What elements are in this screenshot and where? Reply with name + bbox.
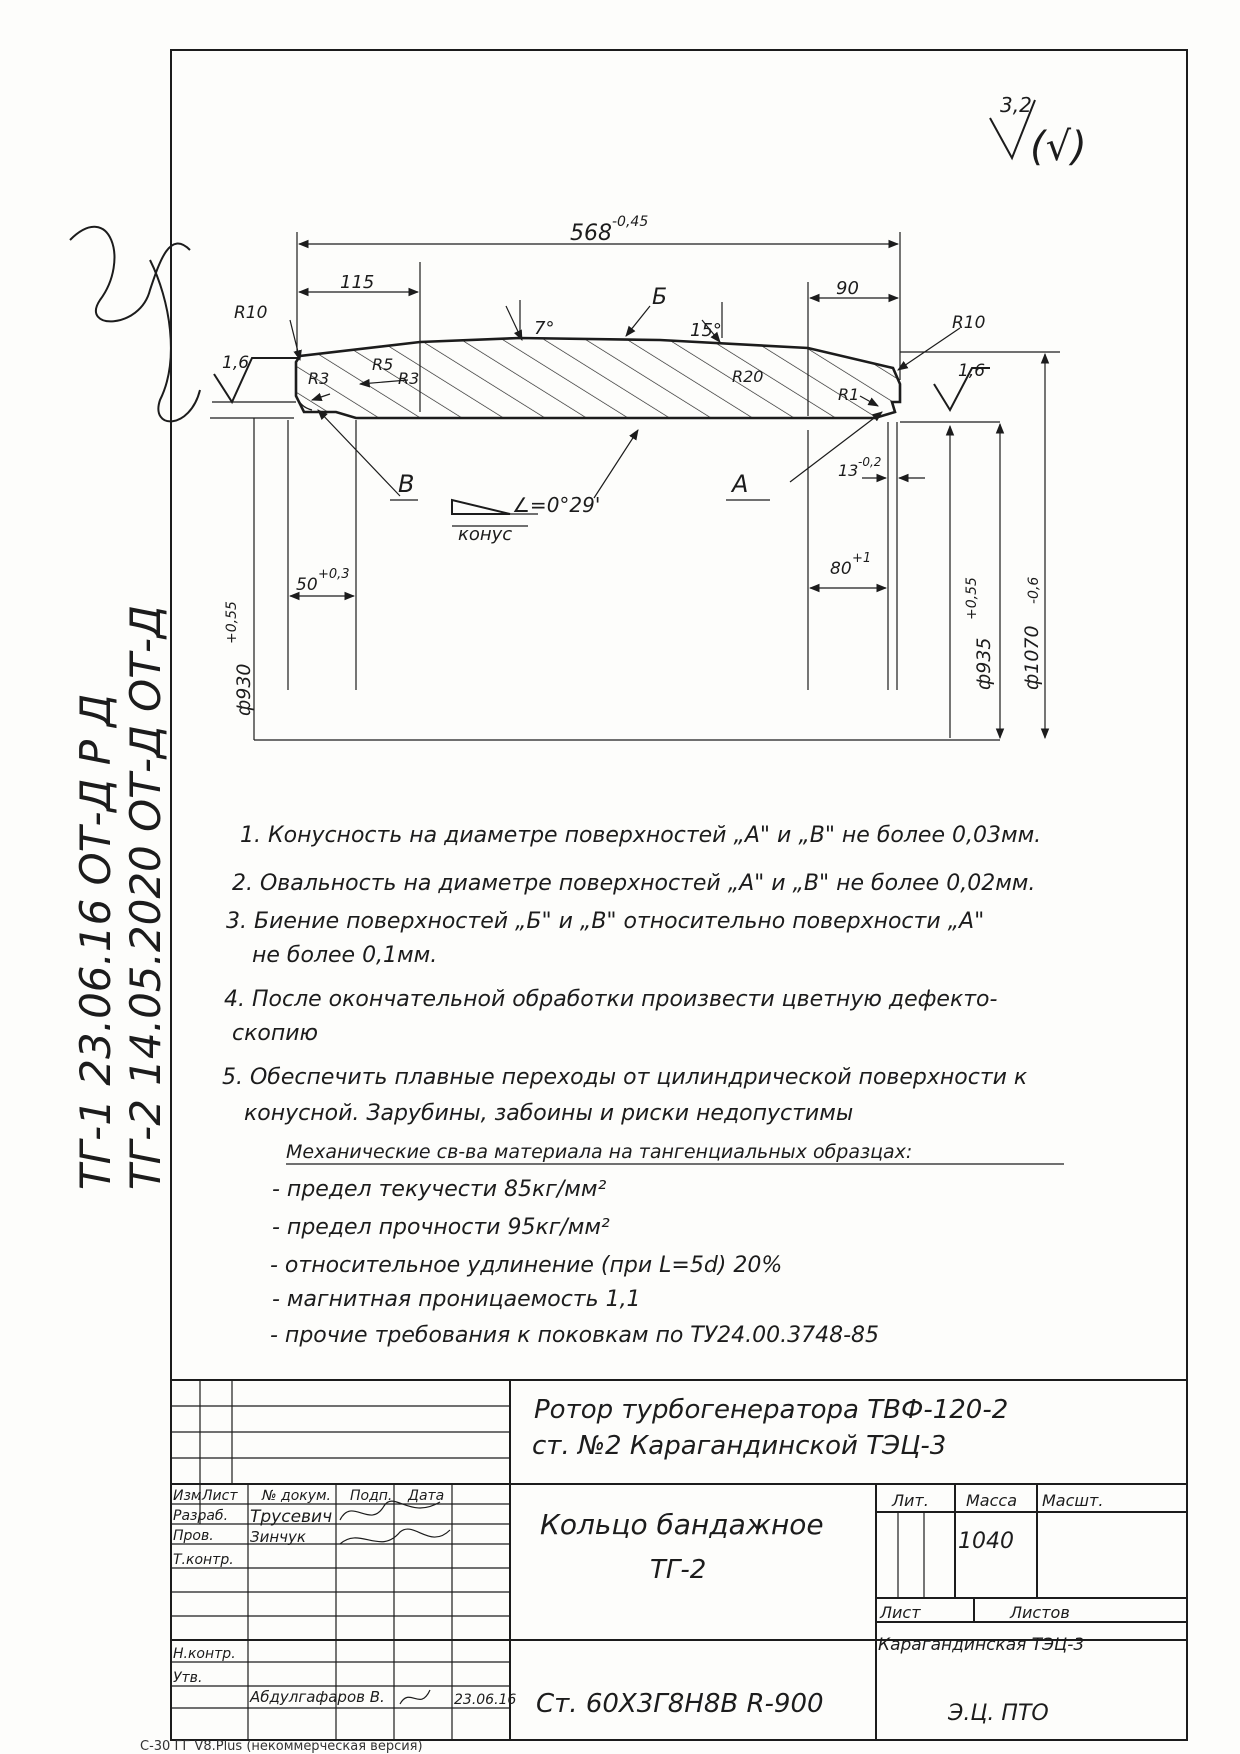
role-checker: Пров. (173, 1528, 214, 1544)
rev-header-izm: Изм (173, 1488, 202, 1504)
rev-header-doc: № докум. (262, 1488, 332, 1504)
dim-overall-length: 568 (570, 221, 612, 246)
title-block (171, 1380, 1187, 1740)
technical-notes (222, 823, 1064, 1348)
dim-radius-r5: R5 (372, 355, 394, 374)
role-tech-control: Т.контр. (173, 1552, 234, 1568)
surface-roughness-right (934, 361, 990, 410)
dim-right-groove-tol: -0,2 (858, 455, 882, 469)
dim-left-bore: 50 (296, 575, 318, 595)
mech-prop-1: - предел текучести 85кг/мм² (272, 1177, 607, 1202)
note-1: 1. Конусность на диаметре поверхностей „А" и „В" не более 0,03мм. (240, 823, 1042, 848)
surface-label-b: Б (652, 285, 668, 310)
margin-note-line1: ТГ-1 23.06.16 ОТ-Д Р Д (71, 693, 120, 1190)
material-spec: Ст. 60Х3Г8Н8В R-900 (536, 1689, 824, 1719)
dim-right-bore: 80 (830, 559, 852, 579)
dim-dia-left-tol: +0,55 (224, 601, 240, 644)
approver-name: Абдулгафаров В. (250, 1688, 385, 1706)
margin-signature (70, 227, 200, 422)
roughness-general-value: 3,2 (1000, 93, 1032, 117)
dim-angle-left: 7° (534, 318, 555, 339)
dim-dia-right-tol: +0,55 (964, 577, 980, 620)
dim-dia-outer-tol: -0,6 (1026, 576, 1042, 604)
org-line-2: Э.Ц. ПТО (948, 1701, 1049, 1726)
checker-name: Зинчук (250, 1528, 306, 1546)
part-name: Кольцо бандажное (540, 1508, 824, 1541)
mass-value: 1040 (958, 1529, 1014, 1554)
roughness-general-paren: (√) (1030, 124, 1087, 170)
footer-note: С-30 ГГ V8.Plus (некоммерческая версия) (140, 1739, 423, 1754)
sheet-label: Лист (880, 1603, 921, 1622)
note-4: 4. После окончательной обработки произвести цветную дефекто- (224, 987, 998, 1012)
ring-section (296, 338, 900, 418)
dim-radius-r3b: R3 (398, 369, 420, 388)
general-roughness-mark (990, 93, 1087, 170)
dim-right-groove: 13 (838, 461, 859, 480)
approver-date: 23.06.16 (454, 1692, 517, 1708)
note-2: 2. Овальность на диаметре поверхностей „А" и „В" не более 0,02мм. (232, 871, 1036, 896)
mech-prop-2: - предел прочности 95кг/мм² (272, 1215, 610, 1240)
project-line-1: Ротор турбогенератора ТВФ-120-2 (534, 1395, 1009, 1425)
developer-name: Трусевич (250, 1507, 333, 1527)
dim-radius-left-outer: R10 (234, 303, 268, 323)
dim-right-bore-tol: +1 (852, 551, 872, 566)
surface-label-a: А (732, 470, 749, 498)
role-approver: Утв. (173, 1670, 203, 1686)
project-line-2: ст. №2 Карагандинской ТЭЦ-3 (532, 1431, 947, 1461)
note-5: 5. Обеспечить плавные переходы от цилиндрической поверхности к (222, 1065, 1028, 1090)
dim-radius-r1: R1 (838, 385, 860, 404)
dim-left-step: 115 (340, 272, 375, 293)
role-developer: Разраб. (173, 1508, 229, 1524)
note-4-cont: скопию (232, 1021, 319, 1046)
dim-dia-right: ф935 (973, 637, 995, 690)
part-code: ТГ-2 (650, 1555, 707, 1585)
dim-angle-right: 15° (690, 320, 722, 341)
rev-header-date: Дата (408, 1488, 445, 1504)
mech-prop-5: - прочие требования к поковкам по ТУ24.00.3748-85 (270, 1323, 880, 1348)
cone-symbol (452, 493, 600, 545)
mech-prop-3: - относительное удлинение (при L=5d) 20% (270, 1253, 783, 1278)
extension-lines (210, 232, 1060, 740)
checker-signature (340, 1529, 450, 1544)
cone-word: конус (458, 524, 513, 545)
note-3-cont: не более 0,1мм. (252, 943, 438, 968)
dim-right-step: 90 (836, 278, 859, 299)
dim-radius-right-outer: R10 (952, 313, 986, 333)
header-lit: Лит. (892, 1491, 929, 1510)
note-5-cont: конусной. Зарубины, забоины и риски недопустимы (244, 1101, 854, 1126)
margin-note-line2: ТГ-2 14.05.2020 ОТ-Д ОТ-Д (121, 605, 170, 1190)
margin-approval-notes (70, 227, 200, 1190)
surface-label-v: В (398, 470, 415, 498)
dimension-texts (224, 214, 1043, 716)
surface-roughness-left (214, 353, 300, 402)
roughness-left-value: 1,6 (222, 353, 250, 373)
header-mass: Масса (966, 1491, 1018, 1510)
mech-prop-4: - магнитная проницаемость 1,1 (272, 1287, 641, 1312)
rev-header-sign: Подп. (350, 1488, 393, 1504)
dim-dia-left: ф930 (233, 663, 255, 716)
note-3: 3. Биение поверхностей „Б" и „В" относительно поверхности „А" (226, 909, 985, 934)
cone-angle-value: ∠=0°29' (512, 493, 601, 517)
header-scale: Масшт. (1042, 1491, 1104, 1510)
org-line-1: Карагандинская ТЭЦ-3 (878, 1635, 1085, 1655)
sheets-label: Листов (1010, 1603, 1070, 1622)
dim-overall-length-tol: -0,45 (612, 214, 649, 230)
mech-heading: Механические св-ва материала на тангенциальных образцах: (286, 1141, 913, 1163)
dim-dia-outer: ф1070 (1021, 625, 1043, 690)
dim-radius-r20: R20 (732, 367, 764, 386)
role-norm-control: Н.контр. (173, 1646, 236, 1662)
dim-radius-r3a: R3 (308, 369, 330, 388)
dim-left-bore-tol: +0,3 (318, 567, 350, 582)
roughness-right-value: 1,6 (958, 361, 986, 381)
rev-header-list: Лист (202, 1488, 238, 1504)
approver-signature (400, 1690, 430, 1704)
